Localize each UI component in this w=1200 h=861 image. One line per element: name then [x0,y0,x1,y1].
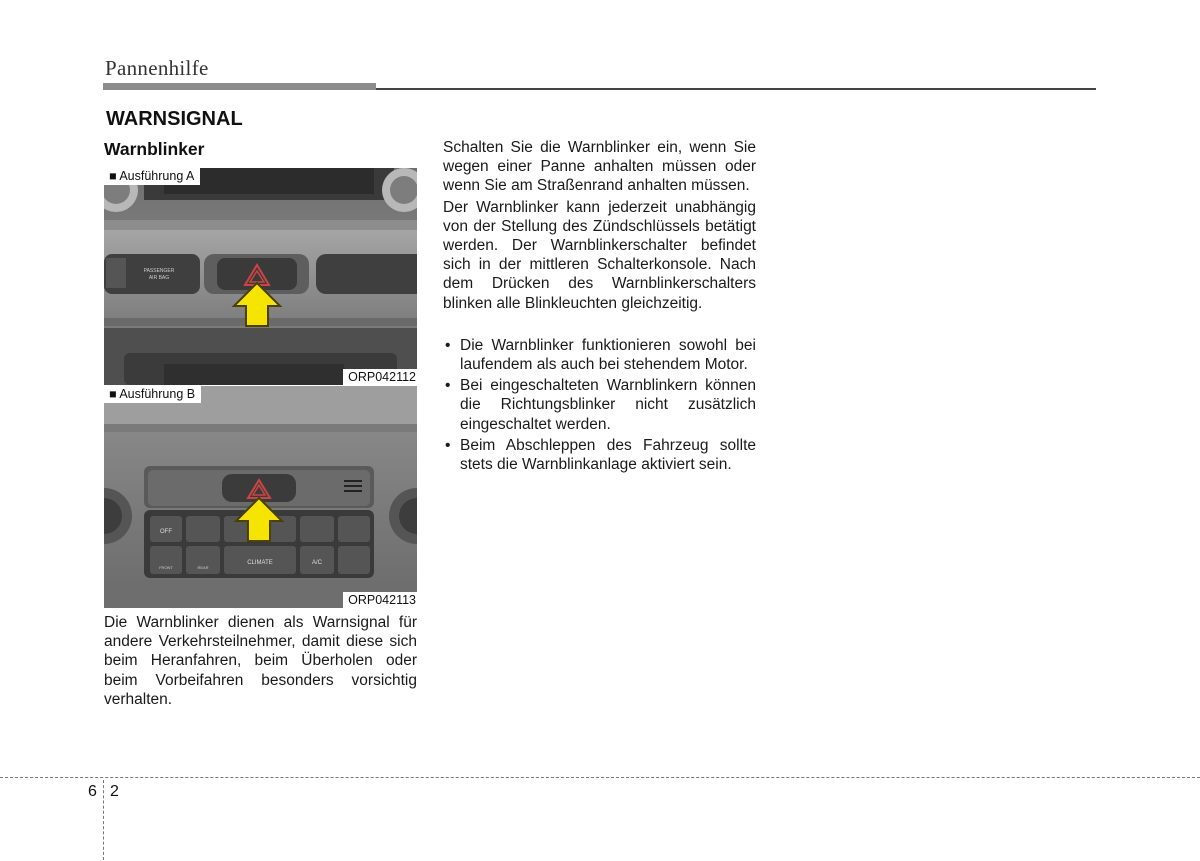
figure-b-label: ■ Ausführung B [104,386,201,403]
footer-divider [0,777,1200,778]
left-body-text: Die Warnblinker dienen als Warnsignal für andere Verkehrsteilnehmer, damit diese sich beim Heranfahren, beim Überholen oder beim Vorbeifahren besonders vorsichtig verhalten. [104,614,417,708]
figure-a-label: ■ Ausführung A [104,168,200,185]
figure-b-code: ORP042113 [343,592,417,608]
footer-vertical-divider [103,780,104,860]
bullet-item: • Die Warnblinker funktionieren sowohl bei laufendem als auch bei stehendem Motor. [443,336,756,374]
right-column [443,138,756,476]
figure-b-illustration [104,386,417,608]
off-button-label: OFF [160,529,172,535]
ac-button-label: A/C [311,560,323,566]
figure-a-hazard-switch-photo [104,168,417,385]
right-paragraph-2: Der Warnblinker kann jederzeit unabhängig von der Stellung des Zündschlüssels betätigt werden. Der Warnblinkerschalter befindet sich in der mittleren Schalterkonsole. Nach dem Drücken des Warnblinkerschalters blinken alle Blinkleuchten gleichzeitig. [443,198,756,312]
figure-a-illustration [104,168,417,385]
figure-b-hazard-switch-photo [104,386,417,608]
main-heading: WARNSIGNAL [106,108,243,130]
right-paragraph-1: Schalten Sie die Warnblinker ein, wenn Sie wegen einer Panne anhalten müssen oder wenn Sie am Straßenrand anhalten müssen. [443,139,756,195]
header-rule-thin [376,88,1096,90]
rear-button-label: REAR [197,565,209,570]
passenger-airbag-label-2: AIR BAG [148,275,170,281]
bullet-list [443,336,756,474]
header-rule-thick [103,83,376,90]
sub-heading: Warnblinker [104,139,205,159]
front-button-label: FRONT [159,565,173,570]
passenger-airbag-label-1: PASSENGER [143,268,175,274]
bullet-item: • Beim Abschleppen des Fahrzeug sollte stets die Warnblinkanlage aktiviert sein. [443,436,756,474]
section-title: Pannenhilfe [105,56,209,80]
page-number: 2 [110,783,119,800]
chapter-number: 6 [88,783,97,800]
climate-button-label: CLIMATE [247,560,273,566]
bullet-item: • Bei eingeschalteten Warnblinkern können die Richtungsblinker nicht zusätzlich eingeschaltet werden. [443,376,756,434]
figure-a-code: ORP042112 [343,369,417,385]
